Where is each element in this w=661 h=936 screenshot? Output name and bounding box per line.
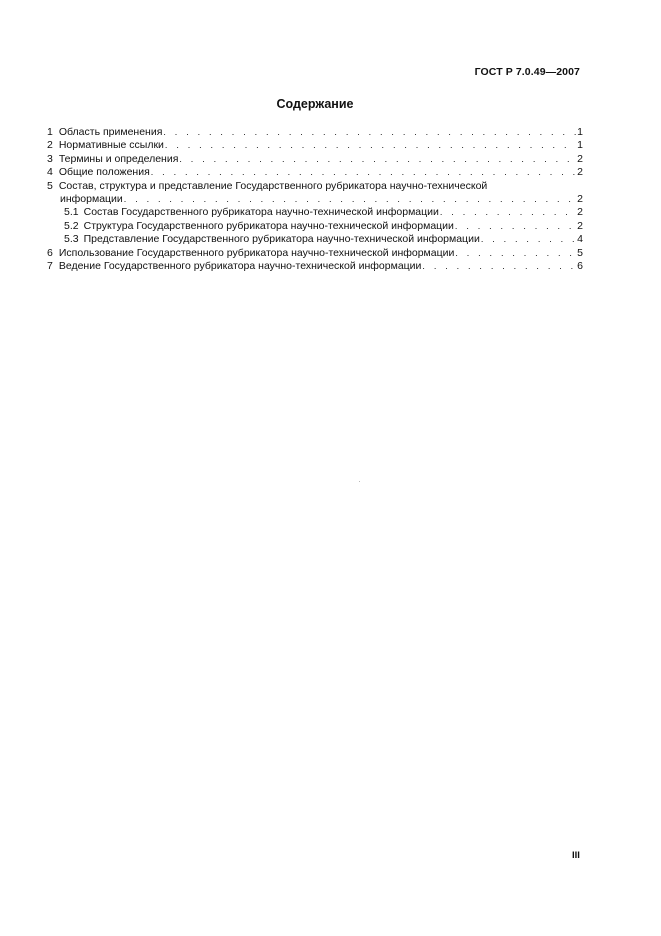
toc-entry-text: Нормативные ссылки xyxy=(58,139,164,152)
toc-entry-text: Термины и определения xyxy=(58,152,179,165)
toc-leader-dots xyxy=(151,166,576,179)
toc-entry-text: Представление Государственного рубрикатора научно-технической информации xyxy=(83,233,480,246)
toc-leader-dots xyxy=(124,193,576,206)
toc-entry-7[interactable] xyxy=(47,260,583,273)
toc-entry-number: 5.3 xyxy=(64,233,79,246)
toc-entry-number: 2 xyxy=(47,139,53,152)
toc-entry-number: 5 xyxy=(47,179,53,192)
toc-entry-6[interactable] xyxy=(47,247,583,260)
toc-entry-page: 6 xyxy=(577,259,583,272)
toc-entry-text-continuation: информации xyxy=(60,192,123,205)
toc-entry-5-2[interactable] xyxy=(47,220,583,233)
scan-speck xyxy=(359,481,360,482)
toc-entry-text: Структура Государственного рубрикатора научно-технической информации xyxy=(83,219,454,232)
toc-entry-number: 5.1 xyxy=(64,206,79,219)
toc-entry-text: Общие положения xyxy=(58,166,150,179)
toc-entry-3[interactable] xyxy=(47,153,583,166)
toc-leader-dots xyxy=(481,233,576,246)
toc-entry-text: Состав, структура и представление Государственного рубрикатора научно-технической xyxy=(58,179,488,192)
toc-title: Содержание xyxy=(276,97,354,111)
table-of-contents xyxy=(47,126,583,273)
toc-entry-page: 4 xyxy=(577,233,583,246)
toc-entry-number: 1 xyxy=(47,126,53,138)
toc-entry-page: 1 xyxy=(577,139,583,152)
document-code: ГОСТ Р 7.0.49—2007 xyxy=(474,66,580,78)
toc-entry-5-3[interactable] xyxy=(47,233,583,246)
toc-leader-dots xyxy=(440,206,576,219)
toc-entry-5[interactable] xyxy=(47,180,583,193)
toc-entry-number: 3 xyxy=(47,152,53,165)
toc-leader-dots xyxy=(455,220,576,233)
toc-leader-dots xyxy=(179,153,576,166)
toc-entry-text: Ведение Государственного рубрикатора научно-технической информации xyxy=(58,259,422,272)
toc-entry-text: Использование Государственного рубрикатора научно-технической информации xyxy=(58,246,455,259)
toc-entry-5-1[interactable] xyxy=(47,206,583,219)
toc-entry-number: 6 xyxy=(47,246,53,259)
toc-entry-page: 2 xyxy=(577,152,583,165)
toc-entry-page: 5 xyxy=(577,246,583,259)
toc-entry-1[interactable] xyxy=(47,126,583,139)
toc-entry-number: 4 xyxy=(47,166,53,179)
toc-leader-dots xyxy=(455,247,576,260)
toc-entry-text: Область применения xyxy=(58,126,163,138)
toc-leader-dots xyxy=(422,260,576,273)
toc-entry-number: 7 xyxy=(47,259,53,272)
toc-leader-dots xyxy=(163,126,576,139)
toc-entry-text: Состав Государственного рубрикатора научно-технической информации xyxy=(83,206,439,219)
toc-entry-page: 2 xyxy=(577,192,583,205)
toc-entry-page: 2 xyxy=(577,219,583,232)
toc-entry-number: 5.2 xyxy=(64,219,79,232)
toc-leader-dots xyxy=(165,139,576,152)
toc-entry-page: 2 xyxy=(577,206,583,219)
toc-entry-page: 2 xyxy=(577,166,583,179)
toc-entry-2[interactable] xyxy=(47,139,583,152)
toc-entry-5-continuation[interactable] xyxy=(47,193,583,206)
toc-entry-page: 1 xyxy=(577,126,583,138)
toc-entry-4[interactable] xyxy=(47,166,583,179)
page-number: III xyxy=(572,850,580,861)
